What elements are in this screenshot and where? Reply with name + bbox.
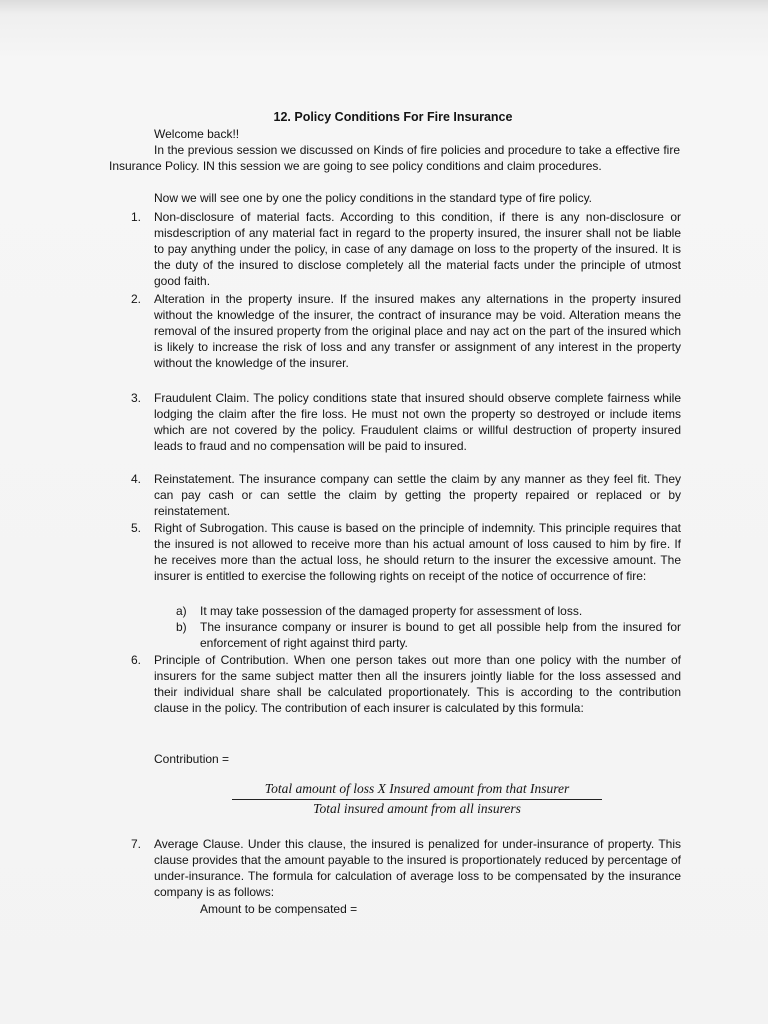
amount-label: Amount to be compensated = — [200, 902, 358, 916]
list-number: 6. — [131, 653, 142, 667]
list-text: Fraudulent Claim. The policy conditions state that insured should observe complete fairness while lodging the claim after the fire loss. He must not own the property so destroyed or include items which are not covered by the policy. Fraudulent claims or willful destruction of property insured leads to fraud and no compensation will be paid to insured. — [154, 391, 681, 453]
list-text: Reinstatement. The insurance company can settle the claim by any manner as they feel fit. They can pay cash or can settle the claim by getting the property repaired or replaced or by reinstatement. — [154, 472, 681, 518]
contribution-formula — [232, 781, 602, 817]
list-text: Right of Subrogation. This cause is based on the principle of indemnity. This principle requires that the insured is not allowed to receive more than his actual amount of loss caused to him by fire. If he receives more than the actual loss, he should return to the insurer the excessive amount. The insurer is entitled to exercise the following rights on receipt of the notice of occurrence of fire: — [154, 521, 681, 583]
sub-list-item — [176, 619, 681, 651]
list-number: 3. — [131, 391, 142, 405]
list-number: 5. — [131, 521, 142, 535]
page-title: 12. Policy Conditions For Fire Insurance — [273, 110, 513, 124]
sub-list-text: The insurance company or insurer is bound to get all possible help from the insured for enforcement of right against third party. — [200, 620, 681, 650]
list-item — [131, 471, 681, 519]
list-number: 1. — [131, 210, 142, 224]
welcome-text: Welcome back!! — [154, 127, 240, 141]
list-number: 7. — [131, 837, 142, 851]
intro-paragraph: In the previous session we discussed on Kinds of fire policies and procedure to take a effective fire Insurance Policy. IN this session we are going to see policy conditions and claim procedures. — [109, 143, 680, 173]
sub-list-letter: a) — [176, 604, 187, 618]
intro-paragraph-2: Now we will see one by one the policy conditions in the standard type of fire policy. — [154, 191, 593, 205]
list-item — [131, 836, 681, 900]
list-text: Principle of Contribution. When one person takes out more than one policy with the number of insurers for the same subject matter then all the insurers jointly liable for the loss assessed and their individual share shall be calculated proportionately. This is according to the contribution clause in the policy. The contribution of each insurer is calculated by this formula: — [154, 653, 681, 715]
sub-list-text: It may take possession of the damaged property for assessment of loss. — [200, 604, 583, 618]
list-item — [131, 390, 681, 454]
list-text: Average Clause. Under this clause, the insured is penalized for under-insurance of property. This clause provides that the amount payable to the insured is proportionately reduced by percentage of under-insurance. The formula for calculation of average loss to be compensated by the insurance company is as follows: — [154, 837, 681, 899]
list-number: 2. — [131, 292, 142, 306]
contribution-label: Contribution = — [154, 752, 230, 766]
formula-denominator: Total insured amount from all insurers — [313, 801, 521, 816]
sub-list-letter: b) — [176, 620, 187, 634]
list-number: 4. — [131, 472, 142, 486]
sub-list-item — [176, 603, 681, 619]
list-text: Alteration in the property insure. If the insured makes any alternations in the property insured without the knowledge of the insurer, the contract of insurance may be void. Alteration means the removal of the insured property from the original place and nay act on the part of the insured which is likely to increase the risk of loss and any transfer or assignment of any interest in the property without the knowledge of the insurer. — [154, 292, 681, 370]
list-item — [131, 520, 681, 584]
list-item — [131, 652, 681, 716]
list-text: Non-disclosure of material facts. According to this condition, if there is any non-disclosure or misdescription of any material fact in regard to the property insured, the insurer shall not be liable to pay anything under the policy, in case of any damage on loss to the property of the insured. It is the duty of the insured to disclose completely all the material facts under the principle of utmost good faith. — [154, 210, 681, 288]
formula-numerator: Total amount of loss X Insured amount from that Insurer — [232, 781, 602, 800]
list-item — [131, 291, 681, 371]
list-item — [131, 209, 681, 289]
